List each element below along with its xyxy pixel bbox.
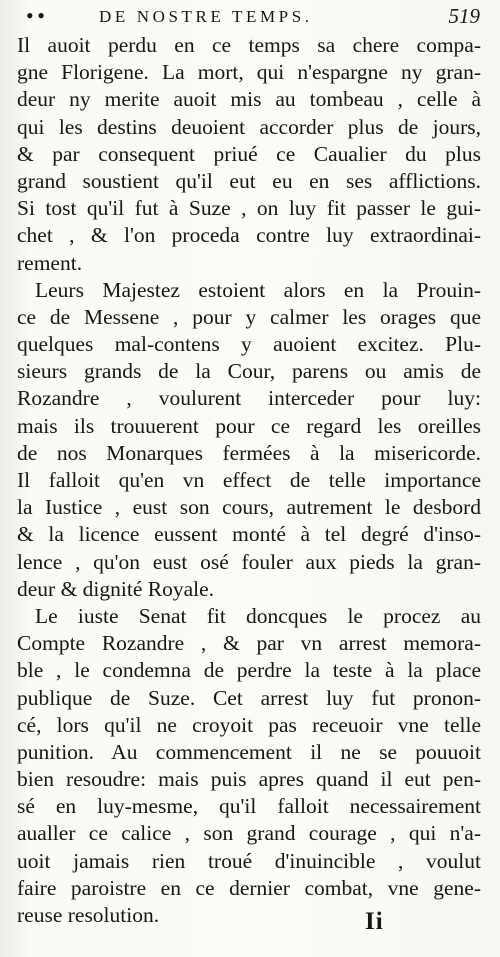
body-text bbox=[17, 32, 481, 929]
text-line: Compte Rozandre , & par vn arrest memora- bbox=[17, 631, 481, 656]
page-number: 519 bbox=[448, 4, 480, 28]
signature-mark: Ii bbox=[365, 908, 384, 935]
text-line: Leurs Majestez estoient alors en la Prouin- bbox=[35, 277, 481, 302]
text-line: & la licence eussent monté à tel degré d'inso- bbox=[17, 522, 481, 547]
text-line: reuse resolution. bbox=[17, 903, 160, 927]
running-head bbox=[0, 3, 500, 33]
text-line: & par consequent priué ce Caualier du plus bbox=[17, 141, 481, 166]
running-head-title: DE NOSTRE TEMPS. bbox=[99, 7, 313, 26]
paragraph-2 bbox=[17, 277, 481, 603]
paragraph-1 bbox=[17, 32, 481, 277]
ornament-mark: • • bbox=[26, 3, 44, 28]
text-line: la Iustice , eust son cours, autrement le desbord bbox=[17, 495, 481, 520]
text-line: lence , qu'on eust osé fouler aux pieds la gran- bbox=[17, 549, 481, 574]
text-line: Rozandre , voulurent interceder pour luy: bbox=[17, 386, 481, 411]
text-line: mais ils trouuerent pour ce regard les oreilles bbox=[17, 413, 481, 438]
text-line: cé, lors qu'il ne croyoit pas receuoir vne telle bbox=[17, 712, 481, 737]
text-line: gne Florigene. La mort, qui n'espargne ny gran- bbox=[17, 60, 481, 85]
text-line: bien resoudre: mais puis apres quand il eut pen- bbox=[17, 767, 481, 792]
text-line: publique de Suze. Cet arrest luy fut pronon- bbox=[17, 685, 481, 710]
text-line: ble , le condemna de perdre la teste à la place bbox=[17, 658, 481, 683]
text-line: Il auoit perdu en ce temps sa chere compa- bbox=[17, 33, 481, 57]
text-line: Si tost qu'il fut à Suze , on luy fit passer le gui- bbox=[17, 196, 481, 221]
text-line: deur ny merite auoit mis au tombeau , celle à bbox=[17, 87, 481, 112]
text-line: qui les destins deuoient accorder plus de jours, bbox=[17, 114, 481, 139]
text-line: grand soustient qu'il eut eu en ses afflictions. bbox=[17, 168, 481, 193]
text-line: chet , & l'on proceda contre luy extraordinai- bbox=[17, 223, 481, 248]
text-line: de nos Monarques fermées à la misericorde. bbox=[17, 440, 481, 465]
text-line: aualler ce calice , son grand courage , qui n'a- bbox=[17, 821, 481, 846]
text-line: ce de Messene , pour y calmer les orages que bbox=[17, 304, 481, 329]
text-line: Le iuste Senat fit doncques le procez au bbox=[35, 603, 481, 628]
text-line: punition. Au commencement il ne se pouuoit bbox=[17, 739, 481, 764]
text-line: rement. bbox=[17, 250, 83, 275]
text-line: faire paroistre en ce dernier combat, vne gene- bbox=[17, 875, 481, 900]
paragraph-3 bbox=[17, 603, 481, 929]
text-line: sé en luy-mesme, qu'il falloit necessairement bbox=[17, 794, 481, 819]
text-line: quelques mal-contens y auoient excitez. Plu- bbox=[17, 332, 481, 357]
text-line: sieurs grands de la Cour, parens ou amis de bbox=[17, 359, 481, 384]
text-line: uoit jamais rien troué d'inuincible , voulut bbox=[17, 848, 481, 873]
text-line: Il falloit qu'en vn effect de telle importance bbox=[17, 468, 481, 492]
text-line: deur & dignité Royale. bbox=[17, 576, 215, 601]
